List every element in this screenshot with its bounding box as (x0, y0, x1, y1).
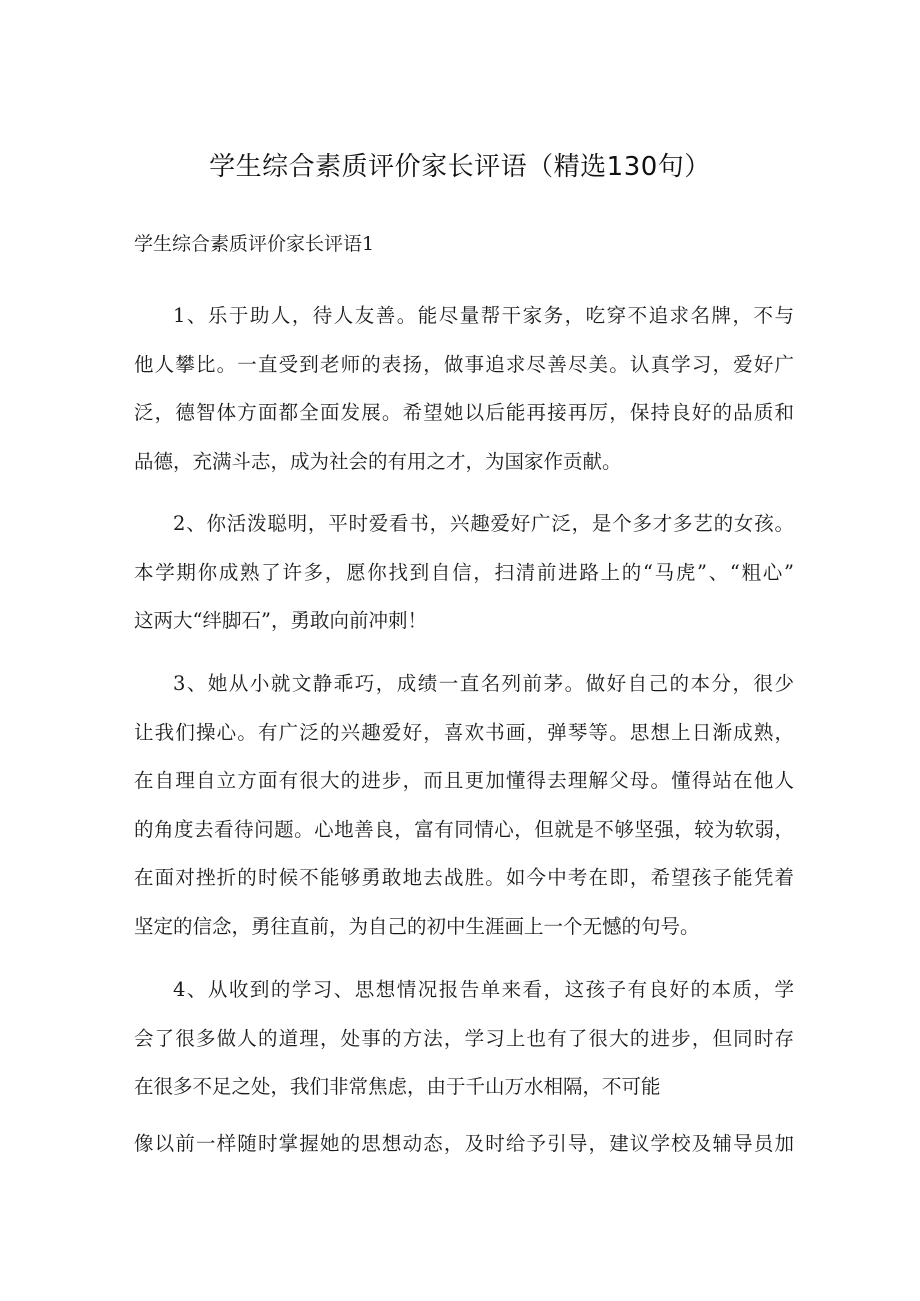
paragraph-line: 像以前一样随时掌握她的思想动态，及时给予引导，建议学校及辅导员加 (134, 1132, 794, 1155)
paragraph-3 (134, 660, 794, 952)
paragraph-line: 本学期你成熟了许多，愿你找到自信，扫清前进路上的“马虎”、“粗心” (134, 560, 794, 584)
paragraph-line: 在很多不足之处，我们非常焦虑，由于千山万水相隔，不可能 (134, 1075, 661, 1099)
paragraph-line: 的角度去看待问题。心地善良，富有同情心，但就是不够坚强，较为软弱， (134, 817, 794, 841)
section-heading: 学生综合素质评价家长评语1 (134, 233, 375, 255)
paragraph-line: 这两大“绊脚石”，勇敢向前冲刺！ (134, 609, 427, 633)
paragraph-line: 他人攀比。一直受到老师的表扬，做事追求尽善尽美。认真学习，爱好广 (134, 352, 794, 376)
document-title: 学生综合素质评价家长评语（精选130句） (209, 152, 711, 182)
paragraph-line: 让我们操心。有广泛的兴趣爱好，喜欢书画，弹琴等。思想上日渐成熟， (134, 720, 794, 744)
paragraph-1 (134, 292, 794, 486)
paragraph-line: 品德，充满斗志，成为社会的有用之才，为国家作贡献。 (134, 449, 622, 473)
paragraph-line: 在自理自立方面有很大的进步，而且更加懂得去理解父母。懂得站在他人 (134, 769, 794, 793)
paragraph-line: 3、她从小就文静乖巧，成绩一直名列前茅。做好自己的本分，很少 (173, 672, 794, 695)
paragraph-line: 在面对挫折的时候不能够勇敢地去战胜。如今中考在即，希望孩子能凭着 (134, 866, 794, 890)
paragraph-line: 2、你活泼聪明，平时爱看书，兴趣爱好广泛，是个多才多艺的女孩。 (173, 512, 794, 535)
paragraph-line: 坚定的信念，勇往直前，为自己的初中生涯画上一个无憾的句号。 (134, 914, 700, 938)
paragraph-4 (134, 966, 794, 1112)
paragraph-line: 1、乐于助人，待人友善。能尽量帮干家务，吃穿不追求名牌，不与 (173, 304, 794, 327)
paragraph-2 (134, 500, 794, 646)
paragraph-line: 会了很多做人的道理，处事的方法，学习上也有了很大的进步，但同时存 (134, 1026, 794, 1050)
paragraph-line: 泛，德智体方面都全面发展。希望她以后能再接再厉，保持良好的品质和 (134, 401, 794, 425)
paragraph-line: 4、从收到的学习、思想情况报告单来看，这孩子有良好的本质，学 (173, 978, 794, 1001)
paragraph-4-continued (134, 1120, 794, 1169)
